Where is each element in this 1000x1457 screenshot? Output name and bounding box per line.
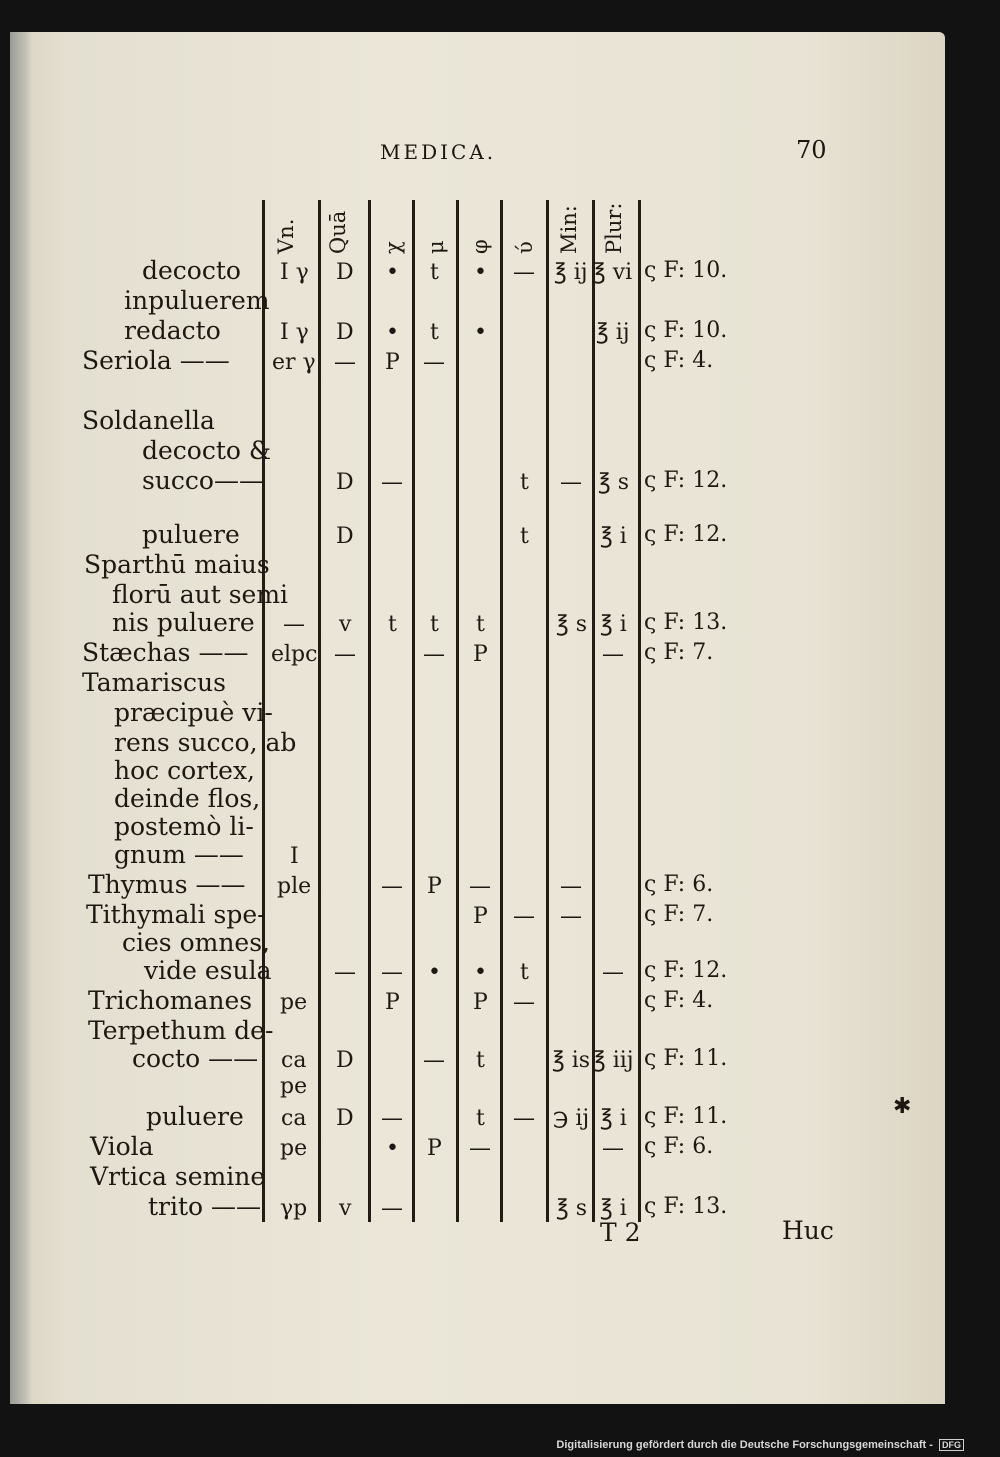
reference: ς F: 6. [644, 872, 714, 897]
table-cell: t [520, 524, 529, 549]
page-number: 70 [796, 136, 827, 164]
table-cell: — [469, 874, 491, 899]
reference: ς F: 13. [644, 610, 728, 635]
table-cell: ℥ s [598, 470, 629, 495]
table-cell: P [427, 1136, 442, 1161]
table-cell: P [473, 642, 488, 667]
table-cell: • [386, 320, 399, 345]
table-cell: • [474, 960, 487, 985]
reference: ς F: 10. [644, 318, 728, 343]
table-cell: • [428, 960, 441, 985]
reference: ς F: 10. [644, 258, 728, 283]
reference: ς F: 4. [644, 988, 714, 1013]
table-cell: ℥ i [600, 1196, 627, 1221]
table-cell: — [334, 960, 356, 985]
page-gutter [10, 32, 32, 1404]
entry-name: Thymus —— [88, 870, 246, 899]
table-cell: pe [280, 1136, 308, 1161]
table-cell: pe [280, 990, 308, 1015]
reference: ς F: 6. [644, 1134, 714, 1159]
column-header: Quā [326, 210, 350, 254]
entry-name: Soldanella [82, 406, 215, 435]
entry-name: florū aut semi [112, 580, 289, 609]
table-cell: t [520, 960, 529, 985]
entry-name: hoc cortex, [114, 756, 255, 785]
dfg-logo: DFG [939, 1439, 964, 1451]
table-cell: P [473, 904, 488, 929]
table-cell: — [334, 350, 356, 375]
entry-name: puluere [142, 520, 240, 549]
column-header: Plur: [602, 202, 626, 254]
column-rule [638, 200, 641, 1222]
table-cell: — [381, 1196, 403, 1221]
running-header: MEDICA. [380, 140, 497, 164]
table-cell: — [469, 1136, 491, 1161]
table-cell: — [381, 874, 403, 899]
table-cell: — [560, 470, 582, 495]
entry-name: Trichomanes [88, 986, 253, 1015]
entry-name: Stæchas —— [82, 638, 249, 667]
table-cell: — [513, 904, 535, 929]
reference: ς F: 11. [644, 1046, 728, 1071]
entry-name: trito —— [148, 1192, 262, 1221]
table-cell: t [430, 612, 439, 637]
entry-name: Tithymali spe- [86, 900, 266, 929]
column-header: Min: [557, 205, 581, 254]
table-cell: t [430, 320, 439, 345]
entry-name: Vrtica semine [90, 1162, 266, 1191]
table-cell: — [334, 642, 356, 667]
column-rule [456, 200, 459, 1222]
table-cell: — [381, 960, 403, 985]
ink-mark: ✱ [893, 1094, 912, 1119]
table-cell: ple [277, 874, 312, 899]
entry-name: nis puluere [112, 608, 255, 637]
entry-name: cies omnes, [122, 928, 270, 957]
table-cell: — [423, 1048, 445, 1073]
table-cell: ca [281, 1048, 307, 1073]
table-cell: γp [280, 1196, 308, 1221]
table-cell: — [381, 1106, 403, 1131]
table-cell: I [290, 844, 299, 869]
table-cell: I γ [280, 260, 309, 285]
table-cell: D [336, 320, 354, 345]
entry-name: Seriola —— [82, 346, 230, 375]
entry-name: gnum —— [114, 840, 244, 869]
table-cell: — [513, 1106, 535, 1131]
table-cell: • [474, 320, 487, 345]
catchword: Huc [782, 1216, 834, 1245]
table-cell: ℥ s [556, 1196, 587, 1221]
entry-name: Viola [90, 1132, 154, 1161]
table-cell: — [513, 990, 535, 1015]
table-cell: D [336, 1106, 354, 1131]
table-cell: ca [281, 1106, 307, 1131]
table-cell: P [385, 990, 400, 1015]
table-cell: — [423, 642, 445, 667]
entry-name: inpuluerem [124, 286, 270, 315]
table-cell: — [602, 1136, 624, 1161]
table-cell: v [339, 1196, 352, 1221]
column-rule [500, 200, 503, 1222]
entry-name: decocto [142, 256, 241, 285]
column-header: φ [468, 239, 492, 254]
table-cell: — [560, 874, 582, 899]
entry-name: Sparthū maius [84, 550, 270, 579]
table-cell: ℈ ij [553, 1106, 590, 1131]
table-cell: ℥ s [556, 612, 587, 637]
column-rule [546, 200, 549, 1222]
table-cell: ℥ is [552, 1048, 591, 1073]
table-cell: v [339, 612, 352, 637]
column-header: Vn. [274, 218, 298, 254]
entry-name: decocto & [142, 436, 272, 465]
table-cell: ℥ i [600, 524, 627, 549]
table-cell: er γ [272, 350, 316, 375]
entry-name: rens succo, ab [114, 728, 297, 757]
table-cell: P [385, 350, 400, 375]
table-cell: ℥ ij [554, 260, 588, 285]
reference: ς F: 12. [644, 958, 728, 983]
reference: ς F: 7. [644, 902, 714, 927]
table-cell: ℥ vi [593, 260, 633, 285]
table-cell: D [336, 524, 354, 549]
reference: ς F: 4. [644, 348, 714, 373]
table-cell: D [336, 260, 354, 285]
column-rule [318, 200, 321, 1222]
table-cell: t [476, 1106, 485, 1131]
table-cell: • [474, 260, 487, 285]
entry-name: puluere [146, 1102, 244, 1131]
table-cell: — [602, 960, 624, 985]
table-cell: t [388, 612, 397, 637]
table-cell: I γ [280, 320, 309, 345]
column-header: χ [381, 241, 405, 254]
reference: ς F: 12. [644, 468, 728, 493]
entry-name: cocto —— [132, 1044, 259, 1073]
table-cell: — [560, 904, 582, 929]
entry-name: præcipuè vi- [114, 698, 273, 727]
table-cell: t [476, 1048, 485, 1073]
table-cell: P [473, 990, 488, 1015]
table-cell: ℥ i [600, 612, 627, 637]
table-cell: — [513, 260, 535, 285]
table-cell: pe [280, 1074, 308, 1099]
table-cell: D [336, 1048, 354, 1073]
table-cell: • [386, 1136, 399, 1161]
reference: ς F: 11. [644, 1104, 728, 1129]
column-header: ύ [513, 241, 537, 254]
entry-name: succo—— [142, 466, 264, 495]
table-cell: t [430, 260, 439, 285]
table-cell: ℥ ij [596, 320, 630, 345]
table-cell: t [520, 470, 529, 495]
table-cell: — [423, 350, 445, 375]
table-cell: — [381, 470, 403, 495]
table-cell: t [476, 612, 485, 637]
reference: ς F: 7. [644, 640, 714, 665]
table-cell: P [427, 874, 442, 899]
column-header: μ [424, 240, 448, 254]
digitization-footer [556, 1439, 964, 1451]
signature-mark: T 2 [600, 1218, 641, 1247]
table-cell: — [283, 612, 305, 637]
column-rule [368, 200, 371, 1222]
entry-name: vide esula [144, 956, 272, 985]
reference: ς F: 13. [644, 1194, 728, 1219]
column-rule [412, 200, 415, 1222]
table-cell: — [602, 642, 624, 667]
footer-text: Digitalisierung gefördert durch die Deutsche Forschungsgemeinschaft - [556, 1439, 933, 1451]
table-cell: ℥ i [600, 1106, 627, 1131]
table-cell: D [336, 470, 354, 495]
entry-name: postemò li- [114, 812, 254, 841]
entry-name: deinde flos, [114, 784, 261, 813]
table-cell: elpc [271, 642, 318, 667]
table-cell: • [386, 260, 399, 285]
entry-name: Tamariscus [82, 668, 226, 697]
table-cell: ℥ iij [593, 1048, 634, 1073]
entry-name: redacto [124, 316, 221, 345]
entry-name: Terpethum de- [88, 1016, 274, 1045]
reference: ς F: 12. [644, 522, 728, 547]
